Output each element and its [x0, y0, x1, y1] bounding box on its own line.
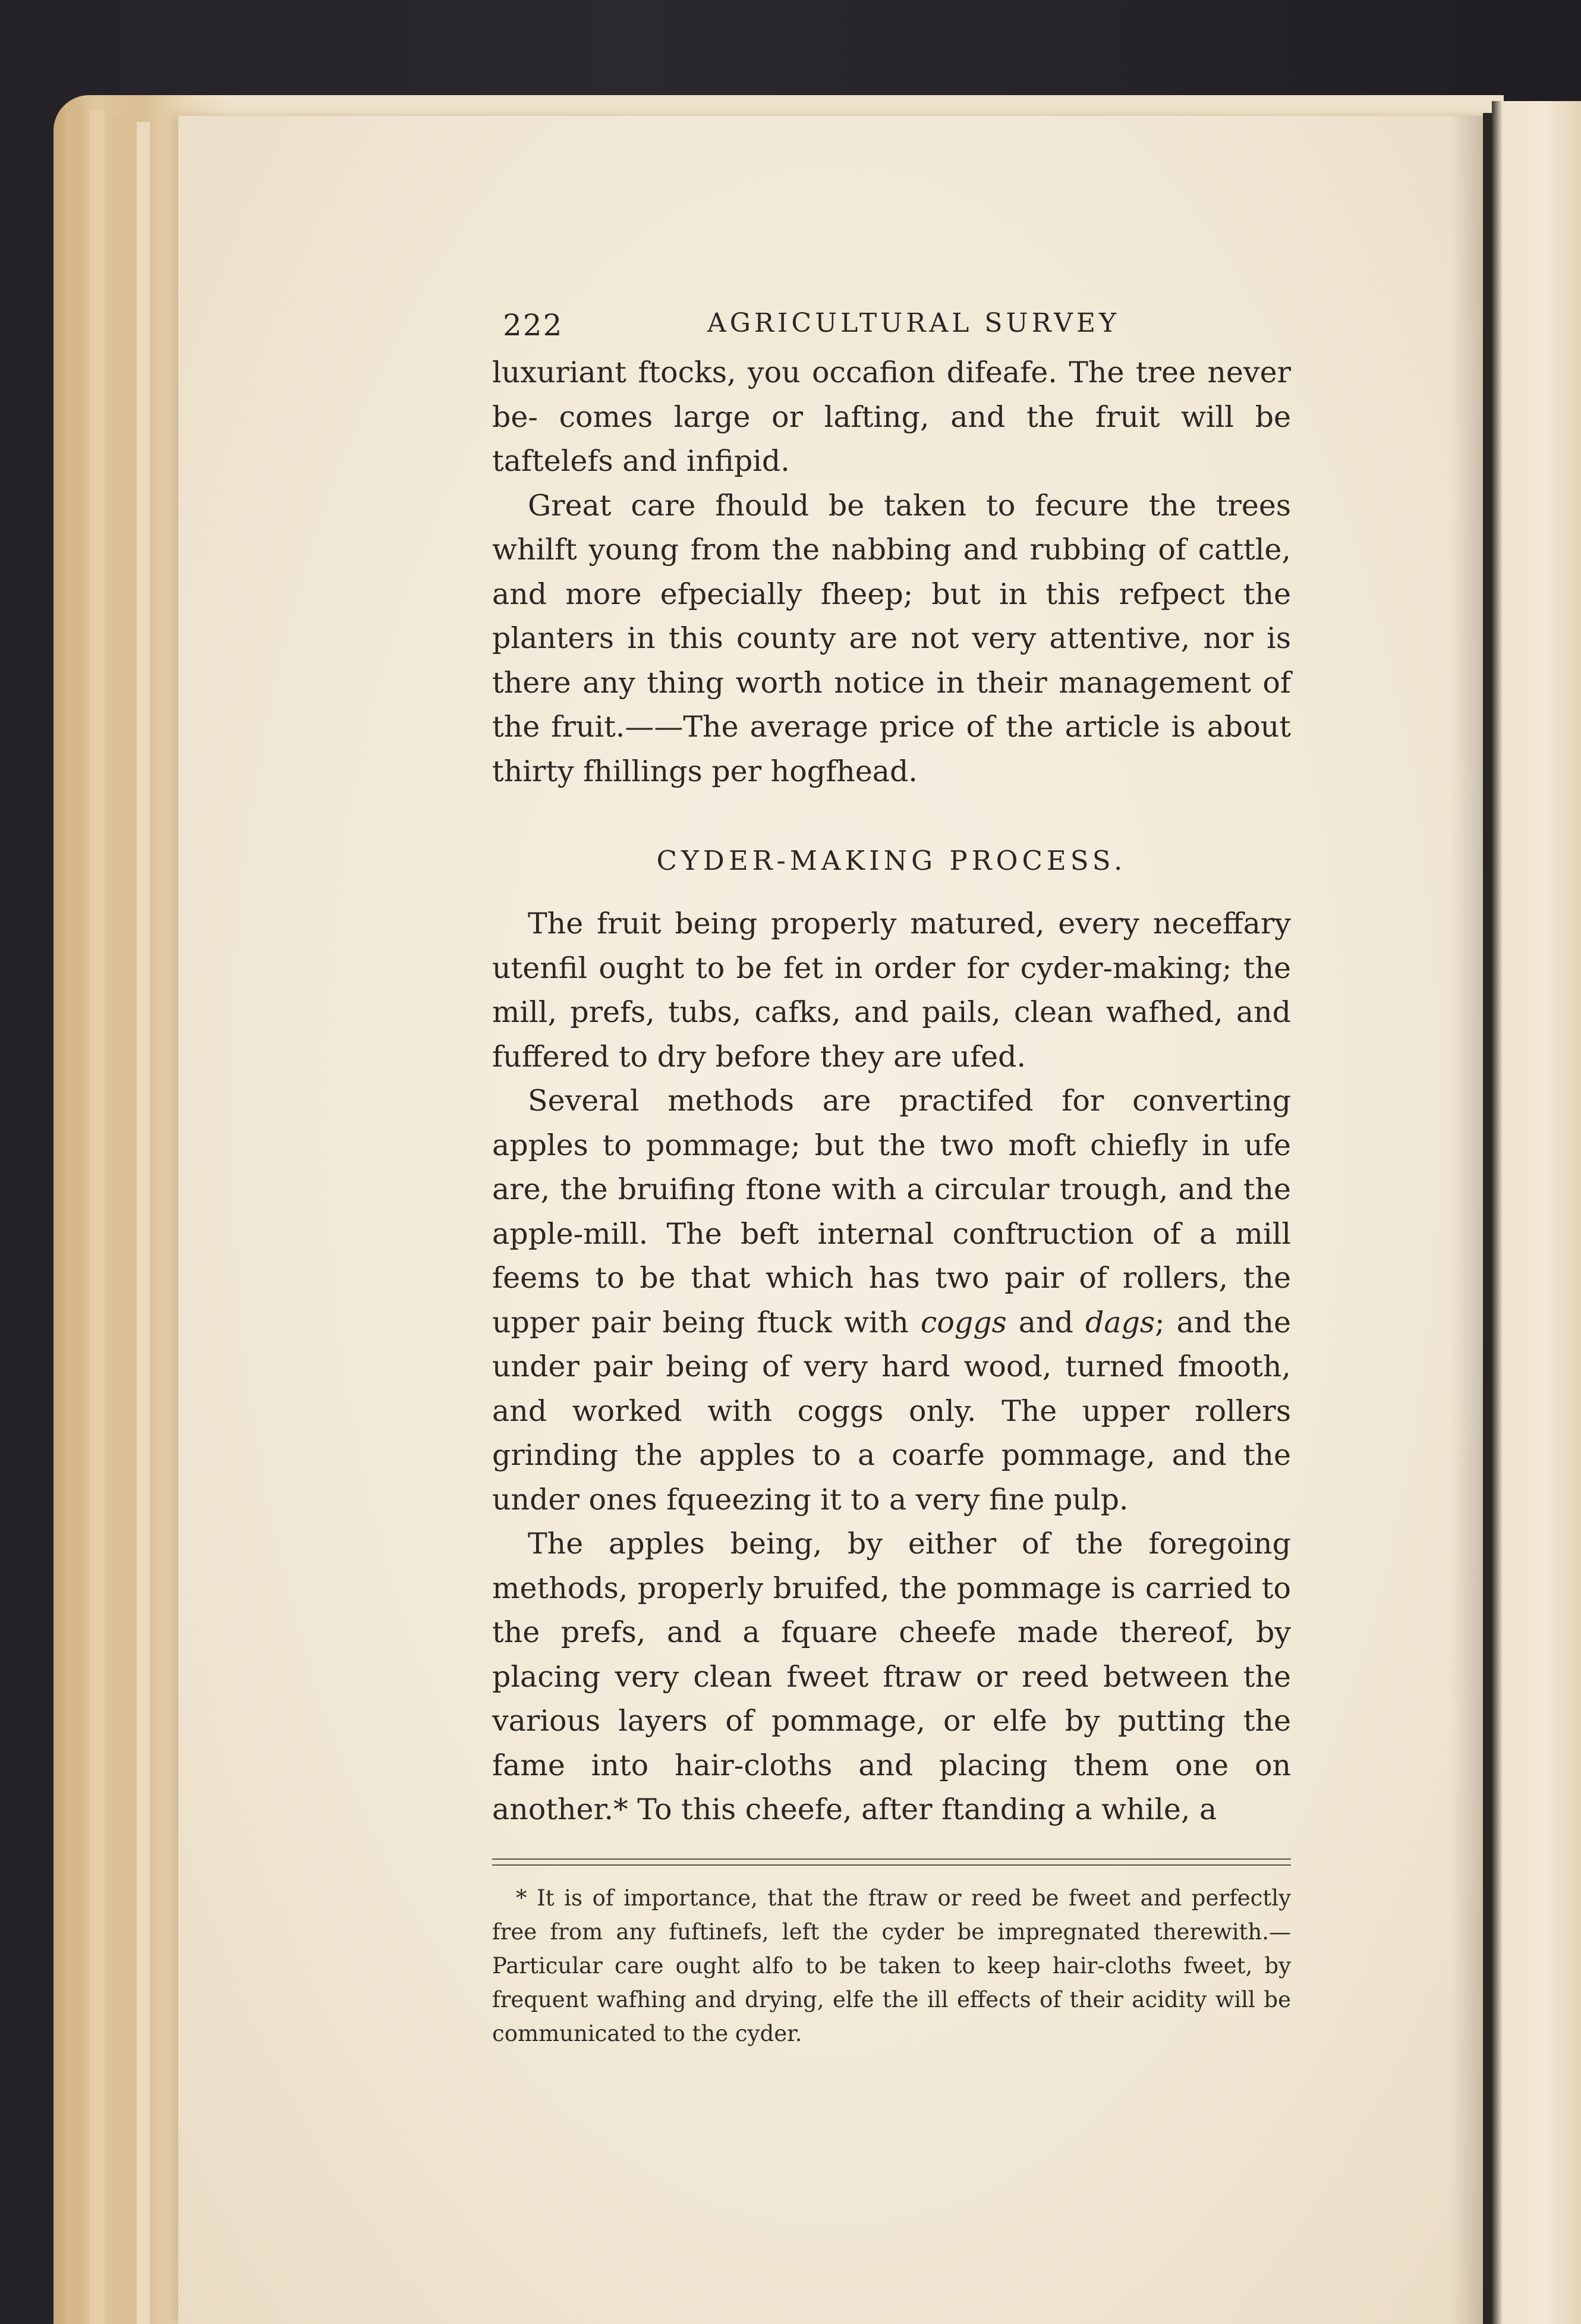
leaf-edge: [113, 116, 127, 2324]
leaf-edge: [137, 122, 150, 2324]
running-head: [492, 297, 1291, 351]
paragraph-5: The apples being, by either of the foregoing methods, properly bruifed, the pommage is carried to the prefs, and a fquare cheefe made thereof, by placing very clean fweet ftraw or reed between the various layers of pommage, or elfe by putting the fame into hair-cloths and placing them one on another.* To this cheefe, after ftanding a while, a: [492, 1527, 1291, 1826]
text-block: [492, 297, 1291, 2051]
paragraph-1: luxuriant ftocks, you occafion difeafe. The tree never be- comes large or lafting, and the fruit will be taftelefs and infipid.: [492, 356, 1291, 478]
rule-line: [492, 1858, 1291, 1860]
facing-page-edge: [1492, 101, 1581, 2324]
footnote-rule: [492, 1856, 1291, 1874]
paragraph-4-text-a: Several methods are practifed for converting apples to pommage; but the two moft chiefly in ufe are, the bruifing ftone with a circular trough, and the apple-mill. The beft internal conftruction of a mill feems to be that which has two pair of rollers, the upper pair being ftuck with: [492, 1084, 1291, 1339]
running-head-title: AGRICULTURAL SURVEY: [707, 308, 1120, 338]
italic-word-dags: dags: [1085, 1305, 1155, 1339]
paragraph-2: Great care fhould be taken to fecure the trees whilft young from the nabbing and rubbing of cattle, and more efpecially fheep; but in this refpect the planters in this county are not very attentive, nor is there any thing worth notice in their management of the fruit.——The average price of the article is about thirty fhillings per hogfhead.: [492, 488, 1291, 788]
paragraph-4: [492, 1079, 1291, 1522]
leaf-edge: [89, 110, 105, 2324]
paragraph-4-and: and: [1006, 1305, 1085, 1339]
leaf-edge: [65, 104, 83, 2324]
rule-line: [492, 1864, 1291, 1866]
section-heading: CYDER-MAKING PROCESS.: [656, 845, 1127, 876]
page-number: 222: [503, 308, 563, 342]
footnote: [492, 1881, 1291, 2051]
footnote-text: * It is of importance, that the ftraw or reed be fweet and perfectly free from any fuftinefs, left the cyder be impregnated therewith.— Particular care ought alfo to be taken to keep hair-cloths fweet, by frequent wafhing and drying, elfe the ill effects of their acidity will be communicated to the cyder.: [492, 1885, 1291, 2046]
italic-word-coggs: coggs: [920, 1305, 1007, 1339]
paragraph-4-text-b: ; and the under pair being of very hard wood, turned fmooth, and worked with coggs only. The upper rollers grinding the apples to a coarfe pommage, and the under ones fqueezing it to a very fine pulp.: [492, 1305, 1292, 1517]
paragraph-3: The fruit being properly matured, every neceffary utenfil ought to be fet in order for cyder-making; the mill, prefs, tubs, cafks, and pails, clean wafhed, and fuffered to dry before they are ufed.: [492, 907, 1291, 1074]
